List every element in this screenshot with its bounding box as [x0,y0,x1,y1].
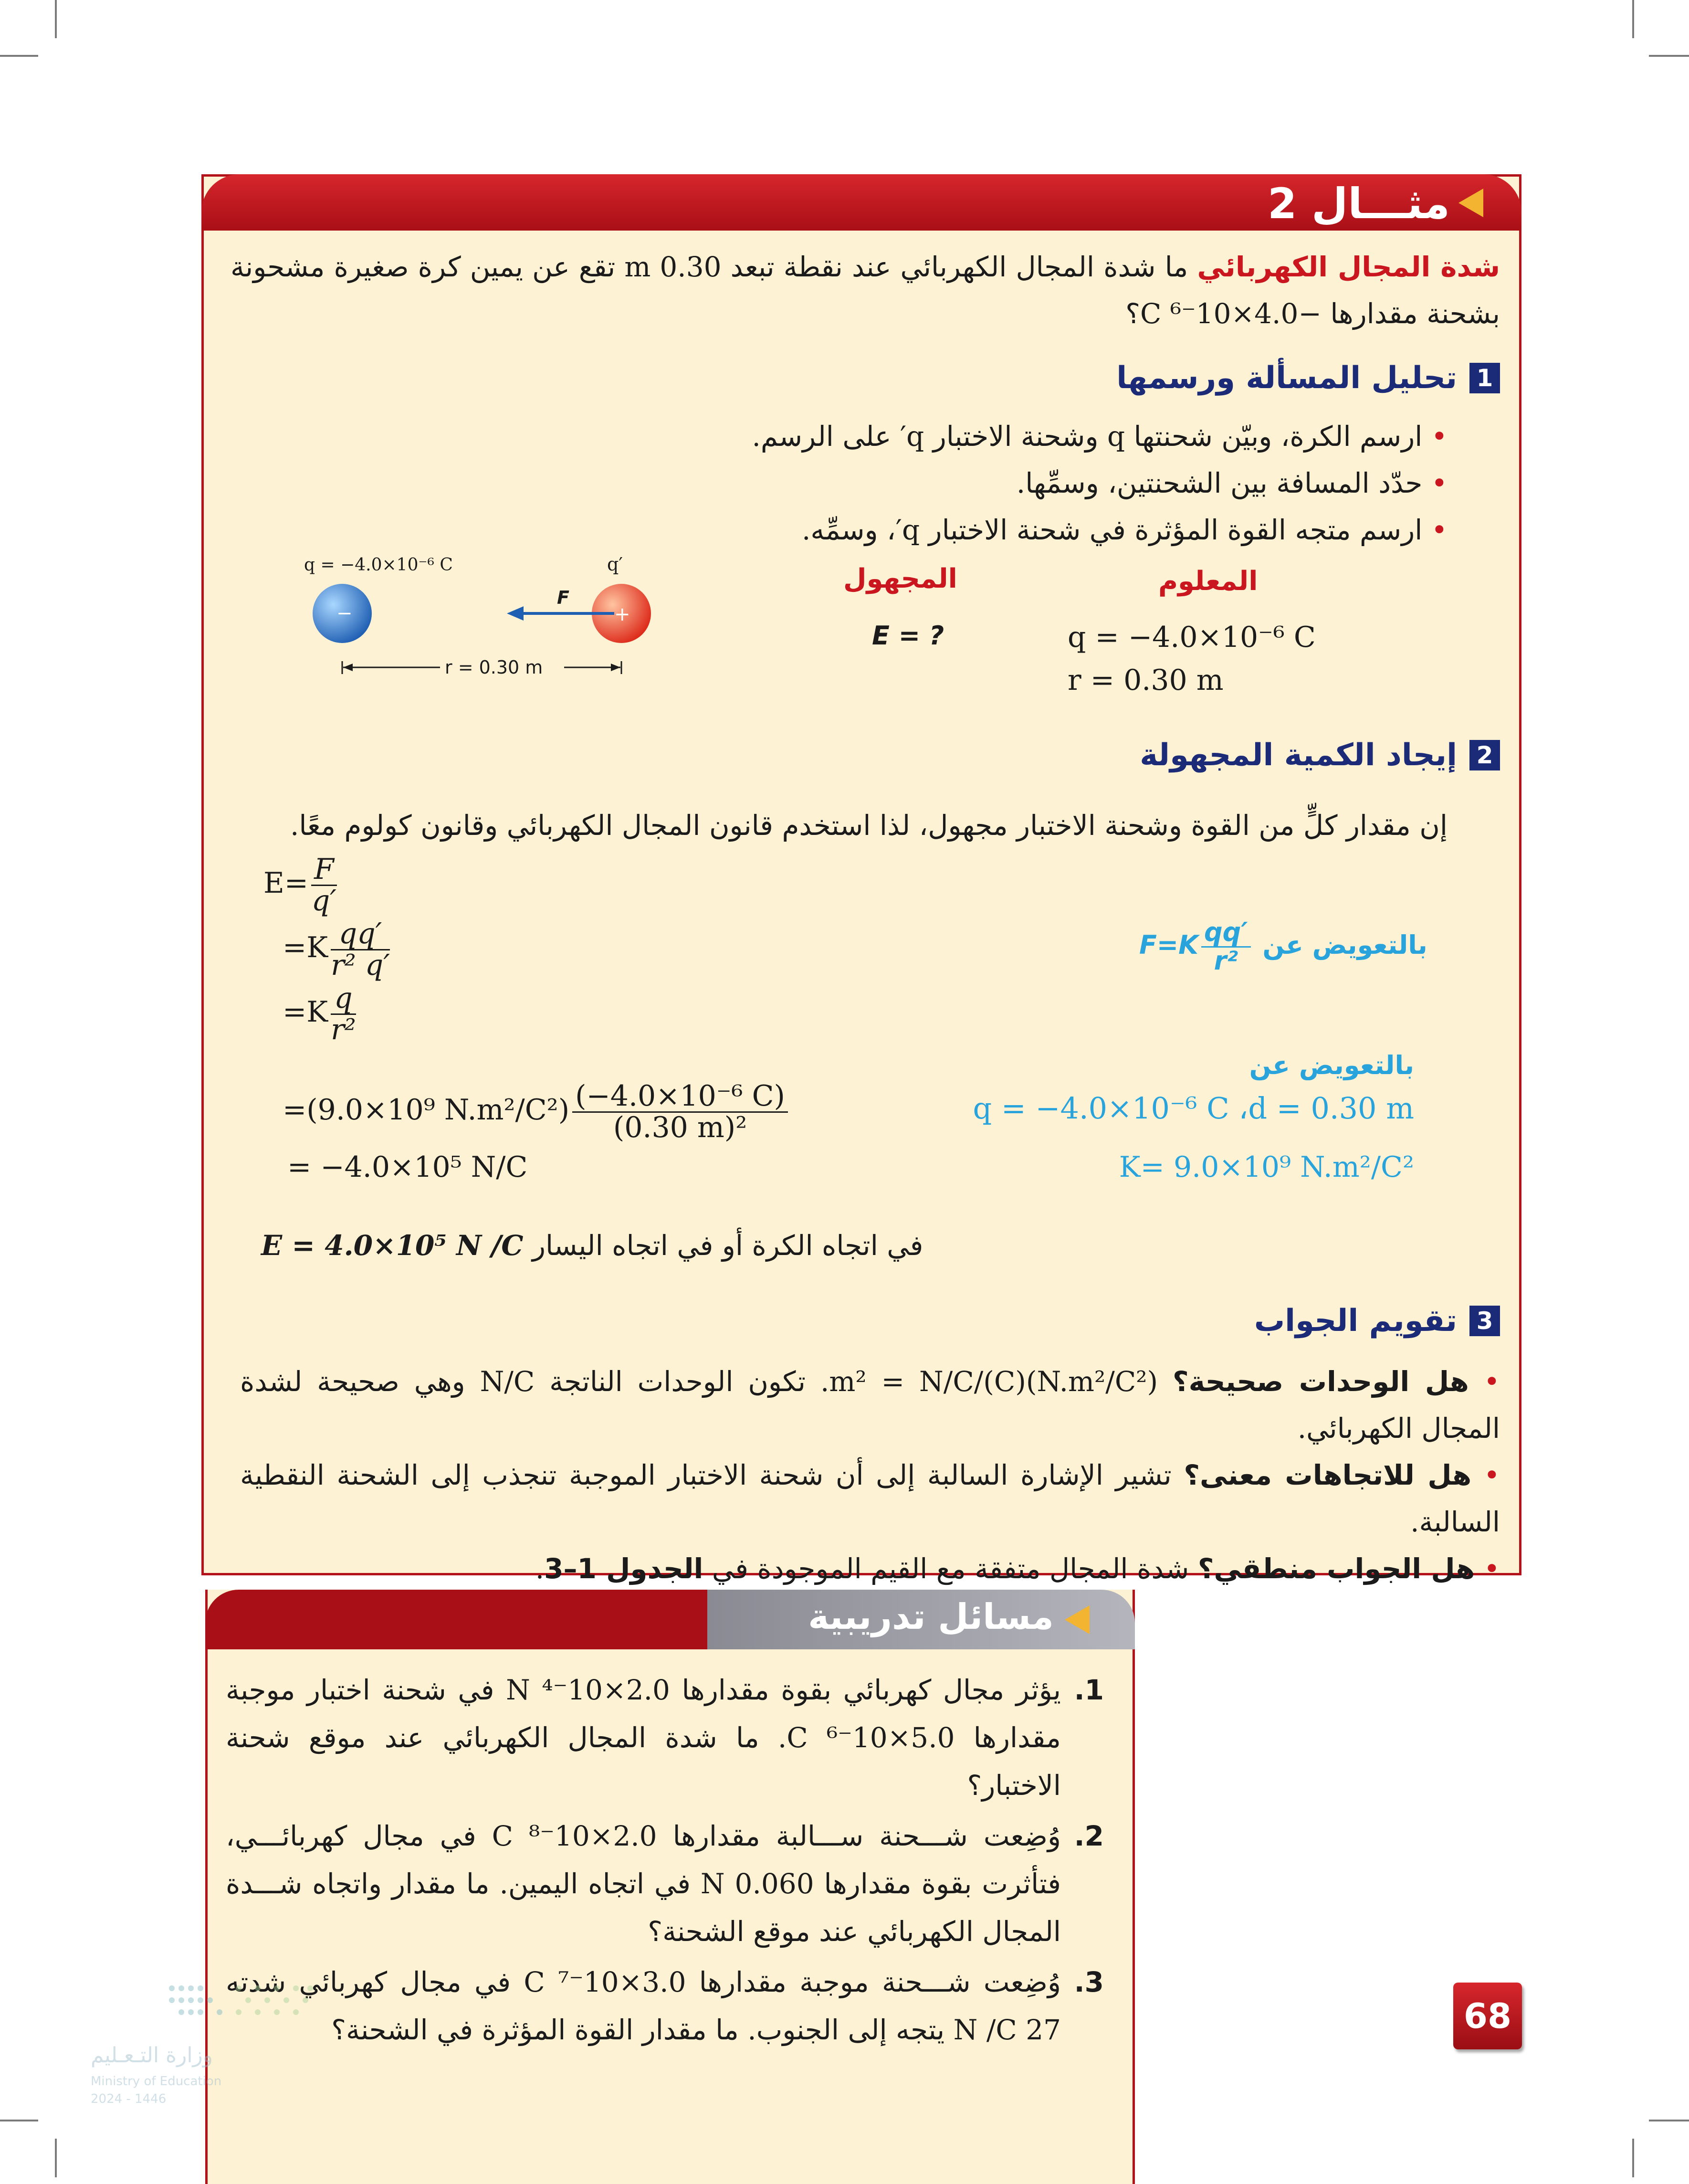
fraction [1201,919,1251,974]
eq-E: E= [263,866,309,900]
force-label: F [557,587,569,608]
eq-K: =K [283,995,328,1029]
crop-mark [1649,2120,1689,2121]
watermark-dots-icon [167,1981,320,2024]
fraction-denominator: q′ [311,884,336,918]
equation-result: = −4.0×10⁵ N/C [287,1150,528,1184]
watermark-line1: وزارة التـعـليم [91,2043,213,2068]
list-item [226,1812,1104,1955]
known-r: r = 0.30 m [1068,664,1224,697]
triangle-icon [1065,1605,1090,1634]
list-item [240,1545,1500,1592]
substitution-F-note [1139,919,1427,974]
page-number: 68 [1453,1983,1522,2049]
step2-intro: إن مقدار كلٍّ من القوة وشحنة الاختبار مجهول، لذا استخدم قانون المجال الكهربائي وقانون كولوم معًا. [290,809,1448,842]
distance-arrow-left [343,664,353,671]
final-answer-text: في اتجاه الكرة أو في اتجاه اليسار [532,1229,923,1262]
final-answer-value: E = 4.0×10⁵ N /C [261,1229,524,1262]
practice-problem-list [226,1666,1104,2057]
fraction-numerator: (−4.0×10⁻⁶ C) [572,1081,788,1113]
q-label: q = −4.0×10⁻⁶ C [304,555,453,575]
eval-answer: (N.m²/C²)(C)/m² = N/C. تكون الوحدات الناتجة N/C وهي صحيحة لشدة المجال الكهربائي. [240,1365,1500,1445]
example-box [201,174,1521,1585]
step1-title: تحليل المسألة ورسمها [1116,360,1457,396]
practice-problems-box [205,1590,1135,2184]
crop-mark [0,55,38,57]
substitution-q-d: q = −4.0×10⁻⁶ C ،d = 0.30 m [973,1091,1414,1126]
plus-sign: + [614,603,630,625]
list-item [240,1452,1500,1545]
list-item [226,1666,1104,1809]
fraction [572,1081,788,1143]
step1-heading [1116,360,1500,396]
qprime-label: q′ [607,554,623,575]
eval-period: . [535,1552,545,1585]
unknown-value: E = ? [872,621,944,651]
problem-statement [231,243,1500,337]
unknown-heading: المجهول [843,563,957,594]
problem-number: 1. [1074,1674,1104,1706]
list-item [226,1958,1104,2054]
triangle-icon [1458,189,1483,217]
calc-prefix: =(9.0×10⁹ N.m²/C²) [283,1093,570,1127]
practice-title: مسائل تدريبية [808,1596,1054,1637]
step3-title: تقويم الجواب [1254,1303,1457,1339]
step1-number: 1 [1469,363,1500,393]
watermark-line2: Ministry of Education [91,2074,222,2089]
practice-header [205,1590,1135,1649]
equation-coulomb-substitution [283,919,393,981]
fraction-denominator: r² [1214,945,1238,976]
example-title: مثـــال 2 [1268,179,1450,228]
final-answer [261,1229,923,1262]
fraction-numerator: q [331,983,356,1015]
table-reference: الجدول 1–3 [544,1552,703,1585]
example-header [201,174,1521,231]
step2-heading [1140,738,1500,773]
fraction-denominator: r² [331,1013,356,1046]
substitution-label: بالتعويض عن [1249,1050,1414,1080]
crop-mark [1632,2139,1634,2177]
step1-bullets [752,413,1448,553]
crop-mark [0,2120,38,2121]
problem-text: ما شدة المجال الكهربائي عند نقطة تبعد 0.30 m تقع عن يمين كرة صغيرة مشحونة بشحنة مقدارها −4.0×10⁻⁶ C؟ [231,251,1500,330]
fraction-denominator: (0.30 m)² [613,1111,747,1144]
subst-F: F=K [1139,929,1198,960]
eval-question: هل الوحدات صحيحة؟ [1172,1365,1469,1398]
eval-question: هل الجواب منطقي؟ [1197,1552,1475,1585]
list-item: • ارسم الكرة، وبيّن شحنتها q وشحنة الاختبار q′ على الرسم. [752,413,1448,460]
eq-K: =K [283,931,328,965]
minus-sign: − [336,602,353,624]
fraction-denominator: r² q′ [331,949,390,982]
problem-text: وُضِعت شـــحنة موجبة مقدارها 3.0×10⁻⁷ C في مجال كهربائي شدته 27 N /C يتجه إلى الجنوب. ما مقدار القوة المؤثرة في الشحنة؟ [226,1966,1061,2046]
problem-text: يؤثر مجال كهربائي بقوة مقدارها 2.0×10⁻⁴ N في شحنة اختبار موجبة مقدارها 5.0×10⁻⁶ C. ما شدة المجال الكهربائي عند موقع شحنة الاختبار؟ [226,1674,1061,1802]
subst-label: بالتعويض عن [1262,929,1427,960]
equation-simplified [283,983,359,1045]
eval-question: هل للاتجاهات معنى؟ [1184,1459,1472,1491]
fraction-numerator: qq′ [331,919,390,950]
step3-number: 3 [1469,1306,1500,1336]
fraction [331,983,356,1045]
known-heading: المعلوم [1158,566,1258,597]
known-q: q = −4.0×10⁻⁶ C [1068,621,1316,654]
fraction-numerator: F [311,855,337,886]
list-item: • ارسم متجه القوة المؤثرة في شحنة الاختبار q′، وسمِّه. [752,506,1448,553]
crop-mark [1632,0,1634,38]
eval-answer: شدة المجال متفقة مع القيم الموجودة في [703,1552,1198,1585]
problem-text: وُضِعت شـــحنة ســـالبة مقدارها 2.0×10⁻⁸ C في مجال كهربائـــي، فتأثرت بقوة مقدارها 0.060 N في اتجاه اليمين. ما مقدار واتجاه شـــدة المجال الكهربائي عند موقع الشحنة؟ [226,1820,1061,1948]
list-item [240,1358,1500,1452]
evaluation-list [240,1358,1500,1592]
step2-title: إيجاد الكمية المجهولة [1140,738,1457,773]
ministry-watermark [91,1981,320,2120]
equation-numeric [283,1081,791,1143]
crop-mark [1649,55,1689,57]
force-arrowhead [507,606,524,621]
problem-label: شدة المجال الكهربائي [1197,251,1500,283]
problem-number: 3. [1074,1966,1104,1998]
distance-arrow-right [611,664,620,671]
fraction [331,919,390,981]
list-item: • حدّد المسافة بين الشحنتين، وسمِّها. [752,460,1448,506]
eval-answer: تشير الإشارة السالبة إلى أن شحنة الاختبار الموجبة تنجذب إلى الشحنة النقطية السالبة. [240,1459,1500,1538]
step3-heading [1254,1303,1500,1339]
equation-E-definition [263,855,340,916]
substitution-K: K= 9.0×10⁹ N.m²/C² [1119,1150,1414,1184]
watermark-line3: 2024 - 1446 [91,2092,167,2106]
fraction [311,855,337,916]
fraction-numerator: qq′ [1201,919,1251,948]
distance-label: r = 0.30 m [445,657,543,678]
crop-mark [55,2139,57,2177]
crop-mark [55,0,57,38]
problem-number: 2. [1074,1820,1104,1852]
charge-diagram [247,549,724,707]
step2-number: 2 [1469,740,1500,770]
